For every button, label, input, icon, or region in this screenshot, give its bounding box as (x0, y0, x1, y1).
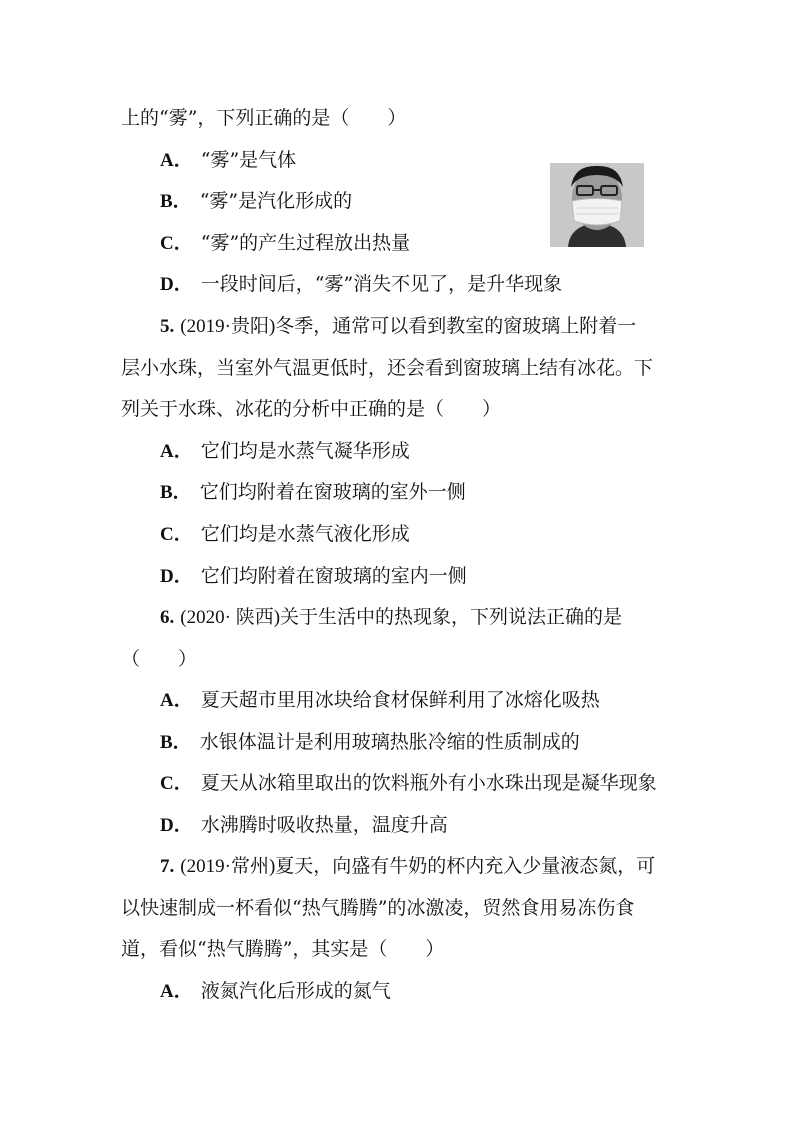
question-7-line-2: 以快速制成一杯看似“热气腾腾”的冰激凌，贸然食用易冻伤食 (121, 897, 635, 919)
question-5-option-a (160, 439, 410, 464)
option-text: 它们均是水蒸气液化形成 (200, 523, 410, 545)
question-4-option-b (160, 189, 352, 214)
option-letter: B． (160, 732, 192, 753)
question-6-option-c (160, 771, 657, 796)
question-4-option-c (160, 231, 410, 256)
option-text: 夏天超市里用冰块给食材保鲜利用了冰熔化吸热 (200, 689, 600, 711)
option-text: 它们均附着在窗玻璃的室内一侧 (200, 565, 467, 587)
option-text: 它们均是水蒸气凝华形成 (200, 440, 410, 462)
option-text: “雾”的产生过程放出热量 (200, 232, 411, 254)
option-letter: C． (160, 524, 193, 545)
option-letter: A． (160, 690, 193, 711)
question-6-line-1 (160, 605, 622, 630)
option-letter: C． (160, 233, 193, 254)
question-7-line-3: 道，看似“热气腾腾”，其实是（ ） (121, 938, 445, 960)
question-7-number: 7. (160, 856, 175, 877)
option-letter: B． (160, 191, 192, 212)
option-letter: C． (160, 773, 193, 794)
option-letter: A． (160, 441, 193, 462)
question-7-text: 夏天，向盛有牛奶的杯内充入少量液态氮，可 (275, 855, 656, 877)
question-5-line-3: 列关于水珠、冰花的分析中正确的是（ ） (121, 398, 502, 420)
option-text: 水银体温计是利用玻璃热胀冷缩的性质制成的 (199, 731, 580, 753)
option-letter: A． (160, 981, 193, 1002)
question-4-option-d (160, 272, 562, 297)
question-6-option-d (160, 813, 448, 838)
question-5-number: 5. (160, 316, 175, 337)
question-7-source: (2019·常州) (180, 856, 276, 877)
question-4-option-a (160, 148, 296, 173)
option-letter: D． (160, 815, 193, 836)
option-text: 水沸腾时吸收热量，温度升高 (200, 814, 448, 836)
question-5-option-b (160, 480, 466, 505)
question-5-option-d (160, 564, 467, 589)
question-6-text: 关于生活中的热现象，下列说法正确的是 (280, 606, 623, 628)
question-5-line-1 (160, 314, 636, 339)
question-5-option-c (160, 522, 410, 547)
question-5-source: (2019·贵阳) (180, 316, 276, 337)
option-text: 夏天从冰箱里取出的饮料瓶外有小水珠出现是凝华现象 (200, 772, 657, 794)
question-6-line-2: （ ） (121, 648, 198, 670)
person-with-mask-image (550, 163, 644, 247)
question-7-option-a (160, 979, 391, 1004)
option-letter: D． (160, 274, 193, 295)
option-letter: D． (160, 566, 193, 587)
option-letter: B． (160, 482, 192, 503)
option-text: “雾”是汽化形成的 (199, 190, 353, 212)
option-text: 一段时间后，“雾”消失不见了，是升华现象 (200, 273, 563, 295)
option-text: “雾”是气体 (200, 149, 297, 171)
option-letter: A． (160, 150, 193, 171)
question-6-source: (2020· 陕西) (180, 607, 281, 628)
question-6-option-a (160, 688, 600, 713)
question-5-line-2: 层小水珠，当室外气温更低时，还会看到窗玻璃上结有冰花。下 (121, 357, 654, 379)
question-6-option-b (160, 730, 580, 755)
question-7-line-1 (160, 854, 655, 879)
question-5-text: 冬季，通常可以看到教室的窗玻璃上附着一 (275, 315, 637, 337)
option-text: 液氮汽化后形成的氮气 (200, 980, 391, 1002)
question-4-stem-end: 上的“雾”，下列正确的是（ ） (121, 107, 407, 129)
masked-person-photo (550, 163, 644, 247)
question-6-number: 6. (160, 607, 175, 628)
option-text: 它们均附着在窗玻璃的室外一侧 (199, 481, 466, 503)
